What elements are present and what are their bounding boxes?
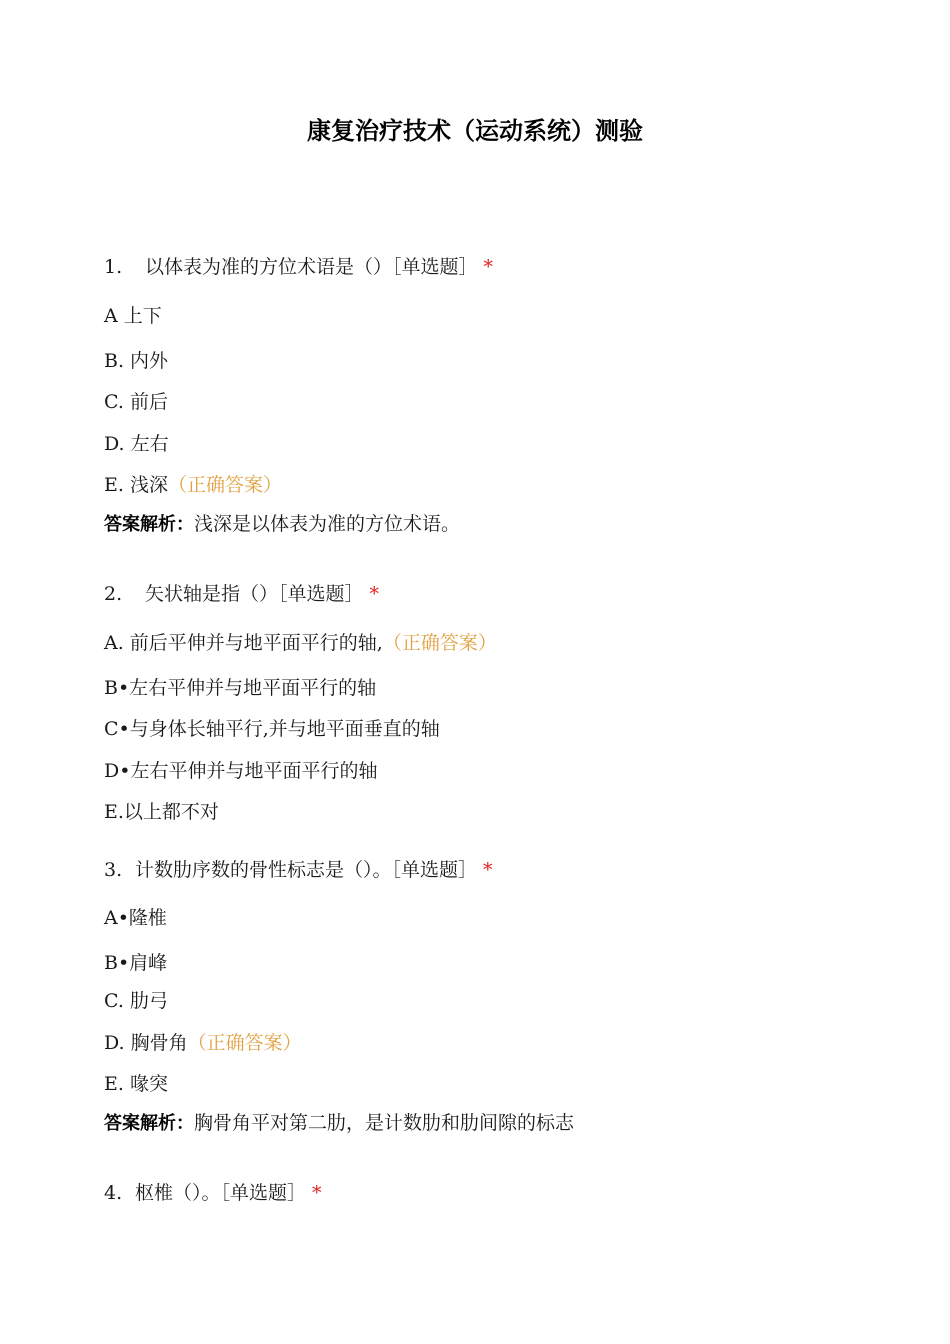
option-label: E. 喙突	[104, 1073, 168, 1095]
option-label: C. 肋弓	[104, 990, 168, 1012]
option-label: A. 前后平伸并与地平面平行的轴,	[104, 632, 383, 654]
question-1	[104, 254, 493, 280]
required-asterisk: *	[312, 1182, 322, 1204]
question-text: 计数肋序数的骨性标志是（）。［单选题］	[135, 859, 478, 881]
option-label: D•左右平伸并与地平面平行的轴	[104, 760, 378, 782]
option-2b[interactable]	[104, 675, 376, 701]
option-label: C. 前后	[104, 391, 168, 413]
correct-answer-marker: （正确答案）	[382, 632, 497, 654]
option-3d[interactable]	[104, 1030, 302, 1056]
option-label: A•隆椎	[104, 907, 167, 929]
analysis-1	[104, 511, 460, 538]
option-label: D. 左右	[104, 433, 169, 455]
option-label: B. 内外	[104, 350, 169, 372]
option-3c[interactable]	[104, 988, 168, 1014]
option-label: A 上下	[104, 305, 162, 327]
option-label: B•左右平伸并与地平面平行的轴	[104, 677, 377, 699]
correct-answer-marker: （正确答案）	[167, 474, 282, 496]
option-3e[interactable]	[104, 1071, 168, 1097]
question-3	[104, 857, 493, 883]
option-1a[interactable]	[104, 303, 162, 329]
option-label: C•与身体长轴平行,并与地平面垂直的轴	[104, 718, 440, 740]
question-number: 3.	[104, 859, 123, 881]
question-number: 1.	[104, 256, 123, 278]
required-asterisk: *	[369, 583, 380, 605]
option-label: D. 胸骨角	[104, 1032, 188, 1054]
option-1c[interactable]	[104, 389, 168, 415]
question-text: 矢状轴是指（）［单选题］	[145, 583, 364, 605]
analysis-text: 浅深是以体表为准的方位术语。	[194, 513, 461, 535]
required-asterisk: *	[483, 256, 494, 278]
required-asterisk: *	[483, 859, 493, 881]
option-2e[interactable]	[104, 799, 219, 825]
page-title: 康复治疗技术（运动系统）测验	[307, 117, 643, 145]
question-text: 枢椎（）。［单选题］	[135, 1182, 307, 1204]
question-4	[104, 1180, 322, 1206]
option-3a[interactable]	[104, 905, 167, 931]
option-3b[interactable]	[104, 950, 167, 976]
option-label: E. 浅深	[104, 474, 168, 496]
analysis-3	[104, 1110, 574, 1137]
question-number: 2.	[104, 583, 123, 605]
option-2d[interactable]	[104, 758, 377, 784]
option-label: E.以上都不对	[104, 801, 219, 823]
correct-answer-marker: （正确答案）	[187, 1032, 302, 1054]
option-2c[interactable]	[104, 716, 440, 742]
option-label: B•肩峰	[104, 952, 168, 974]
analysis-label: 答案解析：	[104, 1113, 194, 1134]
option-1e[interactable]	[104, 472, 282, 498]
question-2	[104, 581, 379, 607]
analysis-text: 胸骨角平对第二肋，是计数肋和肋间隙的标志	[194, 1112, 575, 1134]
option-1b[interactable]	[104, 348, 168, 374]
question-number: 4.	[104, 1182, 123, 1204]
option-2a[interactable]	[104, 630, 497, 656]
option-1d[interactable]	[104, 431, 169, 457]
question-text: 以体表为准的方位术语是（）［单选题］	[145, 256, 478, 278]
analysis-label: 答案解析：	[104, 514, 194, 535]
